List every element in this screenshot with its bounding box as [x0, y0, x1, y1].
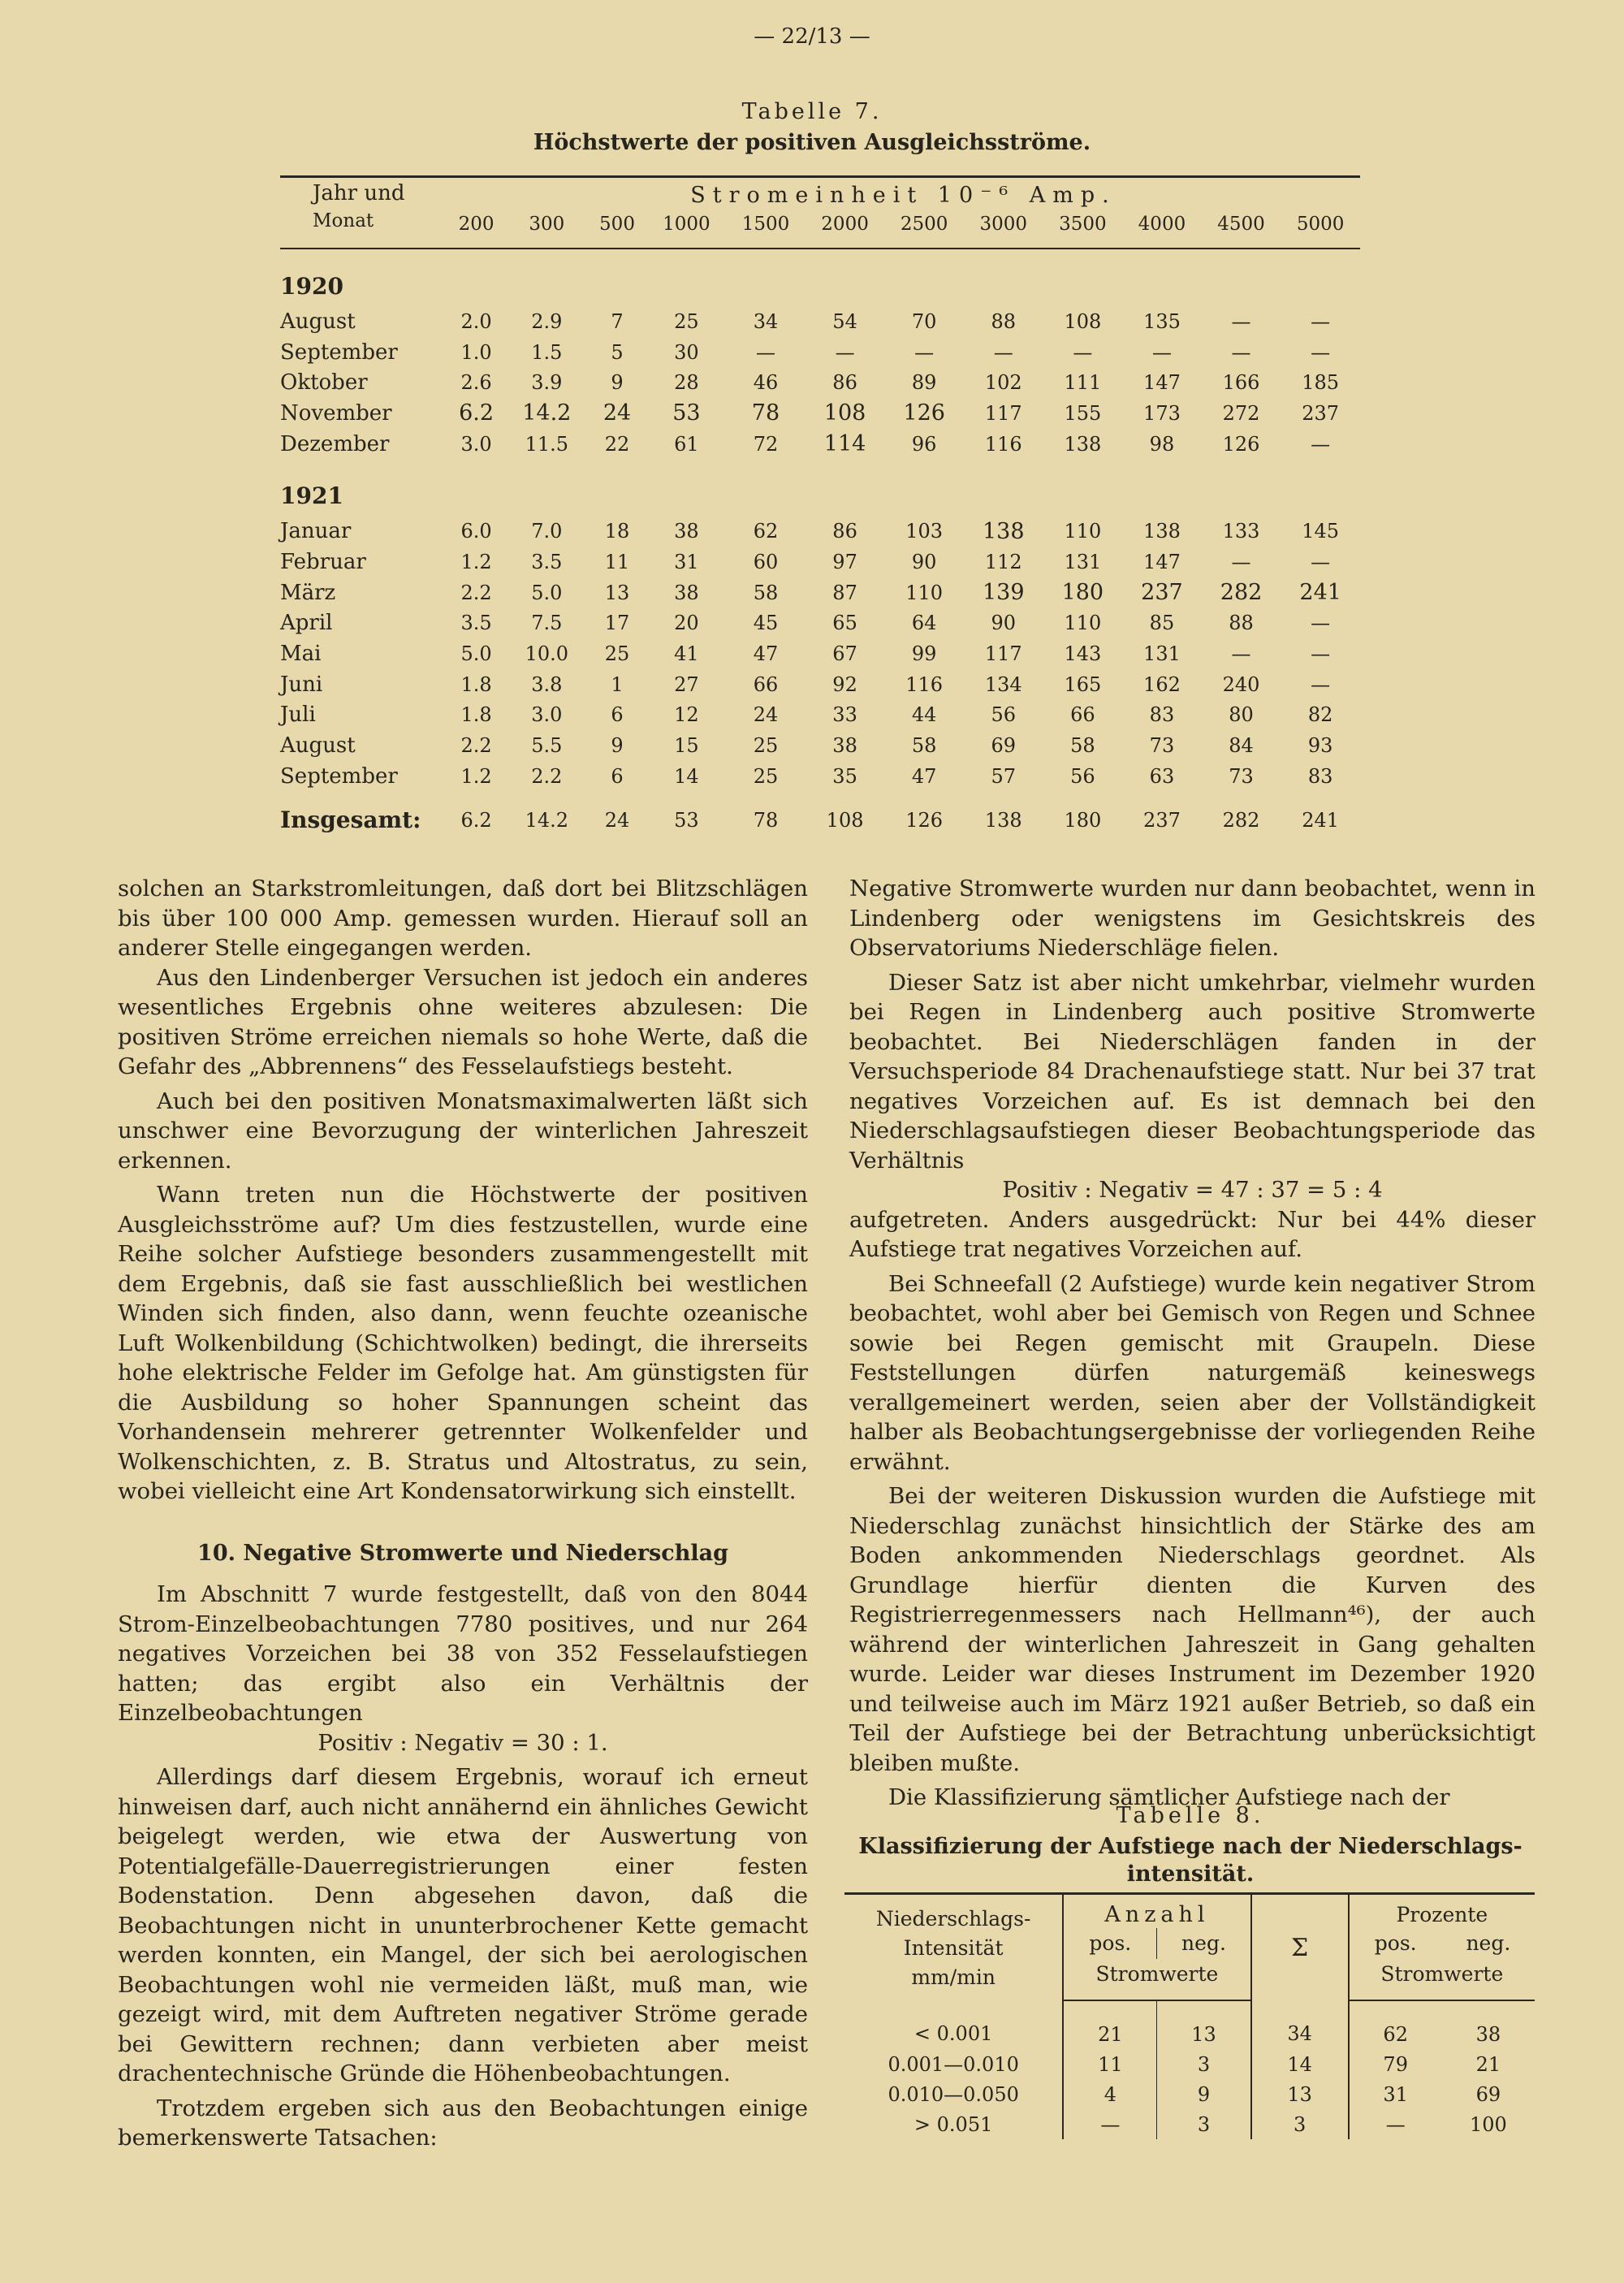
table8-cell-i: 0.001—0.010 — [888, 2052, 1019, 2076]
table7-cell: 25 — [753, 764, 779, 788]
equation: Positiv : Negativ = 30 : 1. — [317, 1729, 608, 1756]
table8-sigma-header: Σ — [1251, 1894, 1349, 2001]
table7-cell: 7.0 — [531, 520, 563, 543]
table8-cell-pneg: 100 — [1469, 2112, 1507, 2136]
table7-col-header: 2000 — [806, 209, 885, 249]
table7-cell: 116 — [905, 672, 944, 696]
table7-cell: 110 — [905, 581, 944, 604]
table7-cell: 108 — [1064, 309, 1102, 333]
table8 — [844, 1892, 1535, 2139]
table7-month: August — [280, 309, 356, 334]
table7-row — [280, 730, 1360, 761]
table8-cell-pneg: 21 — [1475, 2052, 1501, 2076]
page-number: — 22/13 — — [754, 24, 870, 49]
paragraph: Bei Schneefall (2 Aufstiege) wurde kein negativer Strom beobachtet, wohl aber bei Gemisch von Regen und Schnee sowie bei Regen gemischt mit Graupeln. Diese Feststellungen dürfen naturgemäß keineswegs verallgemeinert werden, seien aber der Vollständigkeit halber als Beobachtungsergebnisse der vorliegenden Reihe erwähnt. — [849, 1270, 1535, 1475]
paragraph: solchen an Starkstromleitungen, daß dort bei Blitzschlägen bis über 100 000 Amp. gemessen wurden. Hierauf soll an anderer Stelle eingegangen werden. — [118, 876, 808, 961]
table7-total-cell: 53 — [674, 808, 699, 832]
table7-year-row — [280, 459, 1360, 516]
table7-cell: 14 — [674, 764, 699, 788]
table7-cell: 54 — [832, 309, 857, 333]
table7-cell: 3.5 — [531, 550, 563, 573]
table7-cell: 30 — [674, 340, 699, 364]
table8-cell-sum: 3 — [1251, 2109, 1349, 2139]
table7-cell: 2.9 — [531, 309, 563, 333]
table7-col-header: 3000 — [964, 209, 1043, 249]
paragraph: Wann treten nun die Höchstwerte der positiven Ausgleichsströme auf? Um dies festzustellen, wurde eine Reihe solcher Aufstiege besonders zusammengestellt mit dem Ergebnis, daß sie fast ausschließlich bei westlichen Winden sich finden, also dann, wenn feuchte ozeanische Luft Wolkenbildung (Schichtwolken) bedingt, die ihrerseits hohe elektrische Felder im Gefolge hat. Am günstigsten für die Ausbildung so hoher Spannungen scheint das Vorhandensein mehrerer getrennter Wolkenfelder und Wolkenschichten, z. B. Stratus und Altostratus, zu sein, wobei vielleicht eine Art Kondensatorwirkung sich einstellt. — [118, 1182, 808, 1504]
table7-total-cell: 180 — [1064, 808, 1102, 832]
paragraph: Dieser Satz ist aber nicht umkehrbar, vielmehr wurden bei Regen in Lindenberg auch positive Stromwerte beobachtet. Bei Niederschlägen fanden in der Versuchsperiode 84 Drachenaufstiege statt. Nur bei 37 trat negatives Vorzeichen auf. Es ist demnach bei den Niederschlagsaufstiegen dieser Beobachtungsperiode das Verhältnis — [849, 969, 1535, 1174]
table7-month: Mai — [280, 642, 322, 667]
table7-cell: 135 — [1143, 309, 1181, 333]
table7-col-header: 1000 — [647, 209, 727, 249]
table7-cell: 102 — [984, 371, 1022, 395]
table7-cell: 241 — [1299, 580, 1341, 606]
table7-total-label: Insgesamt: — [280, 806, 421, 834]
table8-title — [841, 1833, 1540, 1888]
table7-cell: 5 — [611, 340, 624, 364]
table7-cell: 1.2 — [460, 764, 492, 788]
table7-total-cell: 138 — [984, 808, 1022, 832]
table7-cell: 58 — [911, 734, 937, 758]
table7-cell: 90 — [991, 612, 1017, 635]
table8-stromwerte-header-2: Stromwerte — [1349, 1959, 1535, 2000]
paragraph: Bei der weiteren Diskussion wurden die Aufstiege mit Niederschlag zunächst hinsichtlich der Stärke des am Boden ankommenden Niederschlags geordnet. Als Grundlage hierfür dienten die Kurven des Registrierregenmessers nach Hellmann⁴⁶), der auch während der winterlichen Jahreszeit in Gang gehalten wurde. Leider war dieses Instrument im Dezember 1920 und teilweise auch im März 1921 außer Betrieb, so daß ein Teil der Aufstiege bei der Betrachtung unberücksichtigt bleiben mußte. — [849, 1483, 1535, 1776]
table8-row — [844, 2079, 1535, 2109]
table7-cell: 7.5 — [531, 612, 563, 635]
table7-col-header: 1500 — [726, 209, 806, 249]
table8-cell-pneg: 69 — [1475, 2082, 1501, 2106]
table7-cell: 28 — [674, 371, 699, 395]
table7-cell: 2.2 — [531, 764, 563, 788]
table7-col-header: 200 — [447, 209, 506, 249]
table7-cell: — — [1311, 672, 1331, 696]
paragraph: Trotzdem ergeben sich aus den Beobachtungen einige bemerkenswerte Tatsachen: — [118, 2095, 808, 2151]
table7-cell: — — [1311, 642, 1331, 666]
table7-rowhead-1: Jahr und — [280, 177, 447, 210]
table7-row — [280, 429, 1360, 460]
table7-cell: 147 — [1143, 371, 1181, 395]
table7-cell: 35 — [832, 764, 857, 788]
table7-month: Januar — [280, 519, 352, 544]
table7-cell: 3.5 — [460, 612, 492, 635]
table7-cell: 34 — [753, 309, 779, 333]
table7-cell: — — [1311, 612, 1331, 635]
table7-cell: 9 — [611, 734, 624, 758]
table7-month: Oktober — [280, 370, 368, 396]
table7-cell: 5.0 — [460, 642, 492, 666]
table7-total-cell: 237 — [1143, 808, 1181, 832]
table7-cell: 25 — [604, 642, 630, 666]
table7-cell: 56 — [991, 703, 1017, 727]
table8-cell-ppos: 79 — [1349, 2049, 1442, 2079]
table7-total-cell: 108 — [826, 808, 864, 832]
table8-cell-sum: 34 — [1251, 2000, 1349, 2049]
table7-month: Juli — [280, 703, 316, 728]
table7-cell: 165 — [1064, 672, 1102, 696]
table7-cell: 63 — [1149, 764, 1175, 788]
table7-cell: 133 — [1222, 520, 1260, 543]
table7-cell: 38 — [674, 520, 699, 543]
table7-cell: — — [835, 340, 855, 364]
paragraph: Allerdings darf diesem Ergebnis, worauf ich erneut hinweisen darf, auch nicht annähernd ein ähnliches Gewicht beigelegt werden, wie etwa der Auswertung von Potentialgefälle-Dauerregistrierungen einer festen Bodenstation. Denn abgesehen davon, daß die Beobachtungen nicht in ununterbrochener Kette gemacht werden konnten, ein Mangel, der sich bei aerologischen Beobachtungen wohl nie vermeiden läßt, muß man, wie gezeigt wird, mit dem Auftreten negativer Ströme gerade bei Gewittern rechnen; dann verbieten aber meist drachentechnische Gründe die Höhenbeobachtungen. — [118, 1764, 808, 2086]
table7-cell: 13 — [604, 581, 630, 604]
paragraph: Aus den Lindenberger Versuchen ist jedoch ein anderes wesentliches Ergebnis ohne weiteres abzulesen: Die positiven Ströme erreichen niemals so hohe Werte, daß die Gefahr des „Abbrennens“ des Fesselaufstiegs besteht. — [118, 964, 808, 1079]
table7-cell: 237 — [1141, 580, 1183, 606]
table7-cell: 46 — [753, 371, 779, 395]
table7-month: August — [280, 733, 356, 759]
table8-body — [844, 2000, 1535, 2139]
table7-cell: 12 — [674, 703, 699, 727]
table8-intensity-header — [844, 1894, 1063, 2001]
table7-cell: 111 — [1064, 371, 1102, 395]
table7-total-cell: 78 — [753, 808, 779, 832]
table7-cell: 103 — [905, 520, 944, 543]
table7-row — [280, 547, 1360, 577]
table7-col-header: 2500 — [884, 209, 964, 249]
table7-cell: 126 — [903, 400, 945, 426]
table7-cell: 5.0 — [531, 581, 563, 604]
table7-cell: 14.2 — [522, 400, 572, 426]
table7-cell: 1.0 — [460, 340, 492, 364]
table7-cell: 89 — [911, 371, 937, 395]
table7-cell: 138 — [1064, 432, 1102, 456]
table8-neg-header: neg. — [1157, 1928, 1251, 1959]
table7-cell: 6.0 — [460, 520, 492, 543]
table7-cell: 131 — [1064, 550, 1102, 573]
table7-month: April — [280, 611, 333, 636]
table7-cell: — — [1311, 309, 1331, 333]
table7-cell: 58 — [753, 581, 779, 604]
table7-cell: 17 — [604, 612, 630, 635]
table7-cell: 78 — [751, 400, 780, 426]
table7-cell: — — [1231, 340, 1251, 364]
table7-cell: 86 — [832, 371, 857, 395]
table8-caption: Tabelle 8. — [1116, 1803, 1265, 1828]
table7-cell: 45 — [753, 612, 779, 635]
table8-title-line: Klassifizierung der Aufstiege nach der Niederschlags- — [858, 1834, 1522, 1859]
table7-cell: 24 — [603, 400, 632, 426]
table7-cell: 155 — [1064, 401, 1102, 425]
header-line: mm/min — [911, 1965, 996, 1989]
table8-cell-i: 0.010—0.050 — [888, 2082, 1019, 2106]
table7-cell: 139 — [982, 580, 1025, 606]
table8-cell-pneg: 38 — [1475, 2022, 1501, 2046]
table7-row — [280, 367, 1360, 398]
table7-cell: 108 — [823, 400, 866, 426]
table7-cell: 10.0 — [525, 642, 569, 666]
table7-cell: 282 — [1220, 580, 1263, 606]
table7-cell: 38 — [832, 734, 857, 758]
table7-cell: 83 — [1307, 764, 1333, 788]
table7-col-header: 4500 — [1202, 209, 1281, 249]
table7-cell: 2.6 — [460, 371, 492, 395]
table7-cell: — — [1151, 340, 1172, 364]
table7-cell: 41 — [674, 642, 699, 666]
table7-cell: 1.5 — [531, 340, 563, 364]
table7-caption: Tabelle 7. — [741, 99, 883, 124]
section-heading: 10. Negative Stromwerte und Niederschlag — [197, 1540, 728, 1566]
paragraph: Auch bei den positiven Monatsmaximalwerten läßt sich unschwer eine Bevorzugung der winterlichen Jahreszeit erkennen. — [118, 1087, 808, 1174]
table7-row — [280, 516, 1360, 547]
table7-year: 1921 — [280, 482, 343, 510]
table7-cell: 15 — [674, 734, 699, 758]
table7-cell: 116 — [984, 432, 1022, 456]
table7-month: September — [280, 763, 398, 789]
table7-cell: 27 — [674, 672, 699, 696]
table7-cell: 147 — [1143, 550, 1181, 573]
table7-total-row — [280, 792, 1360, 849]
table7-cell: 57 — [991, 764, 1017, 788]
table8-cell-sum: 14 — [1251, 2049, 1349, 2079]
table7-cell: 65 — [832, 612, 857, 635]
table7-cell: 25 — [674, 309, 699, 333]
table7-col-header: 5000 — [1281, 209, 1360, 249]
table7-cell: 131 — [1143, 642, 1181, 666]
table7-cell: 18 — [604, 520, 630, 543]
table7-cell: 85 — [1149, 612, 1175, 635]
table7-cell: 6 — [611, 764, 624, 788]
table7-cell: 180 — [1061, 580, 1104, 606]
table7-cell: 2.2 — [460, 581, 492, 604]
table7-cell: 3.8 — [531, 672, 563, 696]
table7-cell: 98 — [1149, 432, 1175, 456]
table7-cell: 240 — [1222, 672, 1260, 696]
table7-cell: 93 — [1307, 734, 1333, 758]
table7-col-header: 3500 — [1043, 209, 1123, 249]
table8-pos-header: pos. — [1063, 1928, 1157, 1959]
table7-total-cell: 24 — [604, 808, 630, 832]
left-column — [118, 874, 808, 2153]
table7-cell: 1.8 — [460, 703, 492, 727]
table7-cell: 72 — [753, 432, 779, 456]
table7-cell: 73 — [1149, 734, 1175, 758]
table8-cell-neg: 3 — [1157, 2049, 1251, 2079]
table7-cell: 3.0 — [531, 703, 563, 727]
table8-title-line: intensität. — [1126, 1861, 1255, 1887]
table7-cell: 66 — [1070, 703, 1095, 727]
table7-cell: 47 — [753, 642, 779, 666]
table7-row — [280, 577, 1360, 608]
table8-cell-pos: 11 — [1063, 2049, 1157, 2079]
table7-row — [280, 638, 1360, 669]
table7-col-header: 4000 — [1122, 209, 1202, 249]
table7-cell: 272 — [1222, 401, 1260, 425]
table7-cell: 86 — [832, 520, 857, 543]
table7-cell: — — [1311, 340, 1331, 364]
table7-cell: 112 — [984, 550, 1022, 573]
table7-cell: 138 — [982, 518, 1025, 544]
table8-cell-sum: 13 — [1251, 2079, 1349, 2109]
table8-row — [844, 2049, 1535, 2079]
table7-total-cell: 6.2 — [460, 808, 492, 832]
table7-cell: 38 — [674, 581, 699, 604]
table7-cell: 62 — [753, 520, 779, 543]
table7-cell: 24 — [753, 703, 779, 727]
table7-cell: 110 — [1064, 520, 1102, 543]
table7-row — [280, 337, 1360, 368]
table8-stromwerte-header: Stromwerte — [1063, 1959, 1250, 2000]
table7-cell: 80 — [1229, 703, 1254, 727]
table7-cell: 22 — [604, 432, 630, 456]
equation: Positiv : Negativ = 47 : 37 = 5 : 4 — [1002, 1177, 1383, 1203]
table7-cell: 83 — [1149, 703, 1175, 727]
table7-cell: 3.0 — [460, 432, 492, 456]
table7-cell: 69 — [991, 734, 1017, 758]
table7-cell: 2.0 — [460, 309, 492, 333]
table7-cell: 145 — [1302, 520, 1340, 543]
table8-cell-i: > 0.051 — [914, 2112, 993, 2136]
table7-cell: 70 — [911, 309, 937, 333]
table7-total-cell: 282 — [1222, 808, 1260, 832]
table7-cell: 20 — [674, 612, 699, 635]
table7-cell: 53 — [672, 400, 701, 426]
table8-cell-neg: 9 — [1157, 2079, 1251, 2109]
table7-cell: 11.5 — [525, 432, 569, 456]
table7-month: Dezember — [280, 431, 390, 456]
table7-month: September — [280, 339, 398, 365]
table7-cell: 114 — [823, 431, 866, 457]
table7-cell: 92 — [832, 672, 857, 696]
table7-cell: 7 — [611, 309, 624, 333]
table7-cell: — — [755, 340, 775, 364]
table7-row — [280, 761, 1360, 792]
table8-pct-neg-header: neg. — [1466, 1931, 1511, 1955]
table7-cell: 99 — [911, 642, 937, 666]
table7-cell: 138 — [1143, 520, 1181, 543]
table7-cell: 143 — [1064, 642, 1102, 666]
table7-cell: 87 — [832, 581, 857, 604]
table7-unit-header: Stromeinheit 10⁻⁶ Amp. — [447, 177, 1360, 210]
table7-cell: 173 — [1143, 401, 1181, 425]
table7-month: Juni — [280, 672, 323, 697]
table7-cell: 31 — [674, 550, 699, 573]
table7-cell: 97 — [832, 550, 857, 573]
table7-cell: 88 — [991, 309, 1017, 333]
table7-cell: 3.9 — [531, 371, 563, 395]
table7-cell: 185 — [1302, 371, 1340, 395]
table7-cell: 11 — [604, 550, 630, 573]
table7-cell: — — [1311, 432, 1331, 456]
table7-title: Höchstwerte der positiven Ausgleichsströme. — [533, 130, 1091, 155]
table7-cell: 117 — [984, 642, 1022, 666]
table7-row — [280, 669, 1360, 700]
table7-col-header: 300 — [506, 209, 587, 249]
table7-cell: 5.5 — [531, 734, 563, 758]
table7-cell: 82 — [1307, 703, 1333, 727]
table7-cell: — — [1231, 309, 1251, 333]
table8-cell-ppos: 62 — [1349, 2000, 1442, 2049]
table7-cell: 61 — [674, 432, 699, 456]
paragraph: Im Abschnitt 7 wurde festgestellt, daß von den 8044 Strom-Einzelbeobachtungen 7780 positives, und nur 264 negatives Vorzeichen bei 38 von 352 Fesselaufstiegen hatten; das ergibt also ein Verhältnis der Einzelbeobachtungen — [118, 1581, 808, 1726]
table7-cell: 96 — [911, 432, 937, 456]
table7-row — [280, 306, 1360, 337]
table7-cell: 6 — [611, 703, 624, 727]
table7-cell: 60 — [753, 550, 779, 573]
header-line: Intensität — [903, 1936, 1004, 1960]
table7-cell: 44 — [911, 703, 937, 727]
table7-row — [280, 398, 1360, 429]
paragraph: aufgetreten. Anders ausgedrückt: Nur bei 44% dieser Aufstiege trat negatives Vorzeichen auf. — [849, 1206, 1535, 1262]
header-line: Niederschlags- — [875, 1907, 1031, 1931]
table7-row — [280, 700, 1360, 731]
table7-cell: 1 — [611, 672, 624, 696]
table7-cell: 67 — [832, 642, 857, 666]
table7-cell: 84 — [1229, 734, 1254, 758]
table7-cell: 56 — [1070, 764, 1095, 788]
table7-cell: 162 — [1143, 672, 1181, 696]
paragraph: Negative Stromwerte wurden nur dann beobachtet, wenn in Lindenberg oder wenigstens im Gesichtskreis des Observatoriums Niederschläge fielen. — [849, 876, 1535, 961]
table8-cell-pos: 4 — [1063, 2079, 1157, 2109]
table7-col-header: 500 — [587, 209, 646, 249]
table7-row — [280, 608, 1360, 639]
table7-month: Februar — [280, 549, 366, 574]
table7-cell: 134 — [984, 672, 1022, 696]
table7-year: 1920 — [280, 273, 343, 300]
table8-anzahl-header: Anzahl — [1063, 1894, 1250, 1928]
table8-cell-neg: 13 — [1157, 2000, 1251, 2049]
table7-cell: 73 — [1229, 764, 1254, 788]
paragraph: Die Klassifizierung sämtlicher Aufstiege nach der — [888, 1784, 1450, 1810]
table7-total-cell: 126 — [905, 808, 944, 832]
table8-pct-pos-header: pos. — [1349, 1928, 1442, 1959]
table7-cell: 2.2 — [460, 734, 492, 758]
table7-month: November — [280, 400, 392, 426]
table7-body — [280, 249, 1360, 849]
table7-cell: 126 — [1222, 432, 1260, 456]
table7-cell: — — [914, 340, 935, 364]
table7-cell: 58 — [1070, 734, 1095, 758]
table8-cell-ppos: — — [1349, 2109, 1442, 2139]
table7-rowhead-2: Monat — [280, 209, 447, 249]
table8-cell-ppos: 31 — [1349, 2079, 1442, 2109]
table8-cell-i: < 0.001 — [914, 2022, 993, 2045]
table7-total-cell: 14.2 — [525, 808, 569, 832]
table7-cell: 47 — [911, 764, 937, 788]
table7-cell: — — [993, 340, 1013, 364]
table7-cell: 25 — [753, 734, 779, 758]
table7-cell: 6.2 — [459, 400, 495, 426]
table7-cell: — — [1073, 340, 1093, 364]
table7-cell: — — [1231, 550, 1251, 573]
table7-cell: 166 — [1222, 371, 1260, 395]
table8-cell-neg: 3 — [1157, 2109, 1251, 2139]
table7-cell: 66 — [753, 672, 779, 696]
table8-row — [844, 2109, 1535, 2139]
table7-cell: — — [1231, 642, 1251, 666]
table7-cell: 33 — [832, 703, 857, 727]
table7-cell: 237 — [1302, 401, 1340, 425]
table7-cell: 117 — [984, 401, 1022, 425]
table7-cell: 64 — [911, 612, 937, 635]
table7-month: März — [280, 580, 336, 605]
table7-cell: 88 — [1229, 612, 1254, 635]
table7-cell: 1.2 — [460, 550, 492, 573]
table8-prozente-header: Prozente — [1349, 1894, 1535, 1928]
table7-cell: 1.8 — [460, 672, 492, 696]
table7-cell: 110 — [1064, 612, 1102, 635]
table7-cell: — — [1311, 550, 1331, 573]
table7-cell: 90 — [911, 550, 937, 573]
table8-cell-pos: 21 — [1063, 2000, 1157, 2049]
table7 — [280, 175, 1360, 849]
table8-row — [844, 2000, 1535, 2049]
table7-total-cell: 241 — [1302, 808, 1340, 832]
table8-cell-pos: — — [1063, 2109, 1157, 2139]
right-column — [849, 874, 1535, 1813]
table7-cell: 9 — [611, 371, 624, 395]
